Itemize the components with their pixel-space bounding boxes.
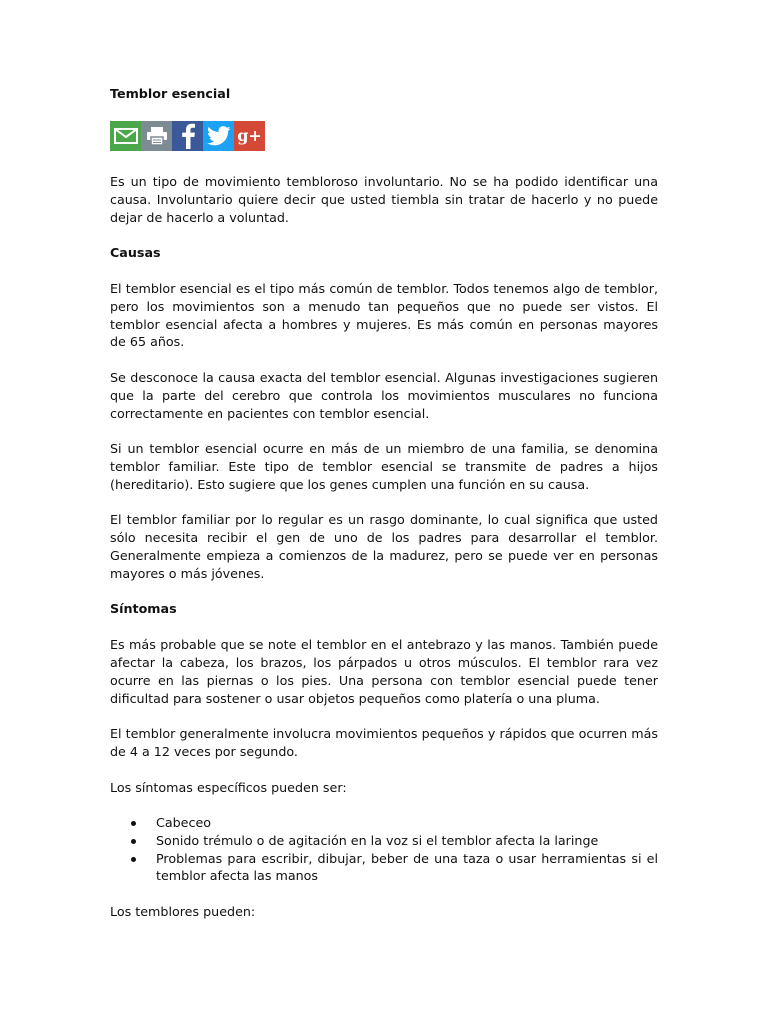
closing-line: Los temblores pueden: [110, 904, 256, 920]
page-title: Temblor esencial [110, 86, 231, 101]
causas-paragraph: Si un temblor esencial ocurre en más de un miembro de una familia, se denomina temblor familiar. Este tipo de temblor esencial se transmite de padres a hijos (hereditario). Esto sugiere que los genes cumplen una función en su causa. [110, 441, 658, 492]
google-plus-share-button[interactable] [234, 121, 265, 151]
causas-paragraph: Se desconoce la causa exacta del temblor esencial. Algunas investigaciones sugieren que la parte del cerebro que controla los movimientos musculares no funciona correctamente en pacientes con temblor esencial. [110, 369, 658, 421]
email-icon [114, 128, 138, 144]
sintomas-list-intro: Los síntomas específicos pueden ser: [110, 779, 347, 795]
causas-paragraph: El temblor esencial es el tipo más común de temblor. Todos tenemos algo de temblor, pero los movimientos son a menudo tan pequeños que no puede ser vistos. El temblor esencial afecta a hombres y mujeres. Es más común en personas mayores de 65 años. [110, 280, 658, 350]
list-item: Problemas para escribir, dibujar, beber de una taza o usar herramientas si el temblor afecta las manos [110, 850, 658, 886]
google-plus-icon: g+ [237, 126, 262, 145]
print-button[interactable] [141, 121, 172, 151]
print-icon [146, 126, 168, 146]
causas-paragraph: El temblor familiar por lo regular es un rasgo dominante, lo cual significa que usted sólo necesita recibir el gen de uno de los padres para desarrollar el temblor. Generalmente empieza a comienzos de la madurez, pero se puede ver en personas mayores o más jóvenes. [110, 512, 658, 581]
sintomas-heading: Síntomas [110, 601, 177, 617]
facebook-share-button[interactable] [172, 121, 203, 151]
document-body [110, 85, 658, 921]
facebook-icon [180, 123, 196, 149]
list-item: Cabeceo [110, 814, 658, 832]
email-share-button[interactable] [110, 121, 141, 151]
sintomas-paragraph: Es más probable que se note el temblor en el antebrazo y las manos. También puede afectar la cabeza, los brazos, los párpados u otros músculos. El temblor rara vez ocurre en las piernas o los pies. Una persona con temblor esencial puede tener dificultad para sostener o usar objetos pequeños como platería o una pluma. [110, 637, 658, 706]
share-bar [110, 121, 658, 151]
twitter-share-button[interactable] [203, 121, 234, 151]
intro-paragraph: Es un tipo de movimiento tembloroso involuntario. No se ha podido identificar una causa. Involuntario quiere decir que usted tiembla sin tratar de hacerlo y no puede dejar de hacerlo a voluntad. [110, 174, 658, 225]
list-item: Sonido trémulo o de agitación en la voz si el temblor afecta la laringe [110, 832, 658, 850]
twitter-icon [207, 126, 231, 146]
symptom-list [110, 814, 658, 885]
causas-heading: Causas [110, 245, 161, 261]
sintomas-paragraph: El temblor generalmente involucra movimientos pequeños y rápidos que ocurren más de 4 a 12 veces por segundo. [110, 726, 658, 759]
